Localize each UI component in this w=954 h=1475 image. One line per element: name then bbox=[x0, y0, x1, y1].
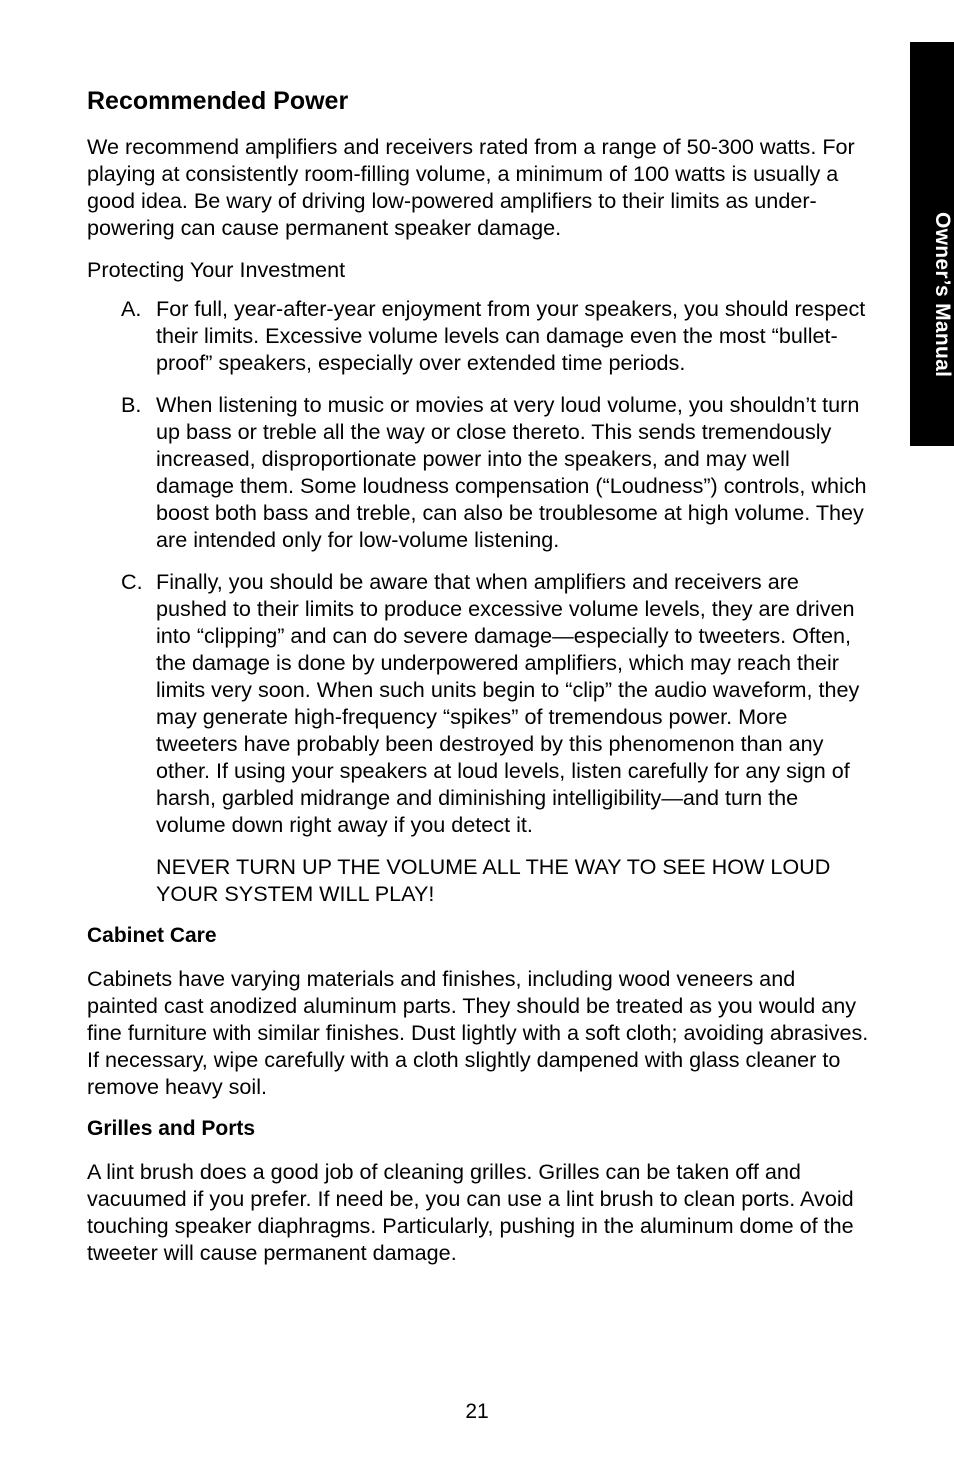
recommended-power-paragraph: We recommend amplifiers and receivers rated from a range of 50-300 watts. For playing at consistently room-filling volume, a minimum of 100 watts is usually a good idea. Be wary of driving low-powered amplifiers to their limits as under-powering can cause permanent speaker damage. bbox=[87, 134, 855, 240]
protecting-investment-title: Protecting Your Investment bbox=[87, 257, 346, 282]
protecting-list bbox=[87, 295, 872, 838]
list-item-letter: C. bbox=[121, 569, 143, 594]
list-item-letter: B. bbox=[121, 392, 142, 417]
page-content bbox=[87, 86, 872, 1281]
recommended-power-heading: Recommended Power bbox=[87, 87, 349, 115]
volume-warning: NEVER TURN UP THE VOLUME ALL THE WAY TO SEE HOW LOUD YOUR SYSTEM WILL PLAY! bbox=[156, 854, 831, 906]
grilles-ports-heading: Grilles and Ports bbox=[87, 1117, 256, 1140]
list-item bbox=[87, 391, 872, 553]
cabinet-care-heading: Cabinet Care bbox=[87, 924, 217, 947]
page-number: 21 bbox=[465, 1400, 489, 1423]
grilles-ports-paragraph: A lint brush does a good job of cleaning grilles. Grilles can be taken off and vacuumed if you prefer. If need be, you can use a lint brush to clean ports. Avoid touching speaker diaphragms. Particularly, pushing in the aluminum dome of the tweeter will cause permanent damage. bbox=[87, 1159, 854, 1265]
list-item-letter: A. bbox=[121, 296, 142, 321]
list-item-text: Finally, you should be aware that when amplifiers and receivers are pushed to their limits to produce excessive volume levels, they are driven into “clipping” and can do severe damage—especially to tweeters. Often, the damage is done by underpowered amplifiers, which may reach their limits very soon. When such units begin to “clip” the audio waveform, they may generate high-frequency “spikes” of tremendous power. More tweeters have probably been destroyed by this phenomenon than any other. If using your speakers at loud levels, listen carefully for any sign of harsh, garbled midrange and diminishing intelligibility—and turn the volume down right away if you detect it. bbox=[156, 569, 860, 837]
side-tab bbox=[910, 42, 954, 446]
list-item-text: For full, year-after-year enjoyment from your speakers, you should respect their limits. Excessive volume levels can damage even the most “bullet-proof” speakers, especially over extended time periods. bbox=[156, 296, 866, 375]
list-item-text: When listening to music or movies at very loud volume, you shouldn’t turn up bass or treble all the way or close thereto. This sends tremendously increased, disproportionate power into the speakers, and may well damage them. Some loudness compensation (“Loudness”) controls, which boost both bass and treble, can also be troublesome at high volume. They are intended only for low-volume listening. bbox=[156, 392, 867, 552]
list-item bbox=[87, 295, 872, 376]
cabinet-care-paragraph: Cabinets have varying materials and finishes, including wood veneers and painted cast anodized aluminum parts. They should be treated as you would any fine furniture with similar finishes. Dust lightly with a soft cloth; avoiding abrasives. If necessary, wipe carefully with a cloth slightly dampened with glass cleaner to remove heavy soil. bbox=[87, 966, 869, 1099]
side-tab-label: Owner’s Manual bbox=[931, 212, 954, 378]
list-item bbox=[87, 568, 872, 838]
